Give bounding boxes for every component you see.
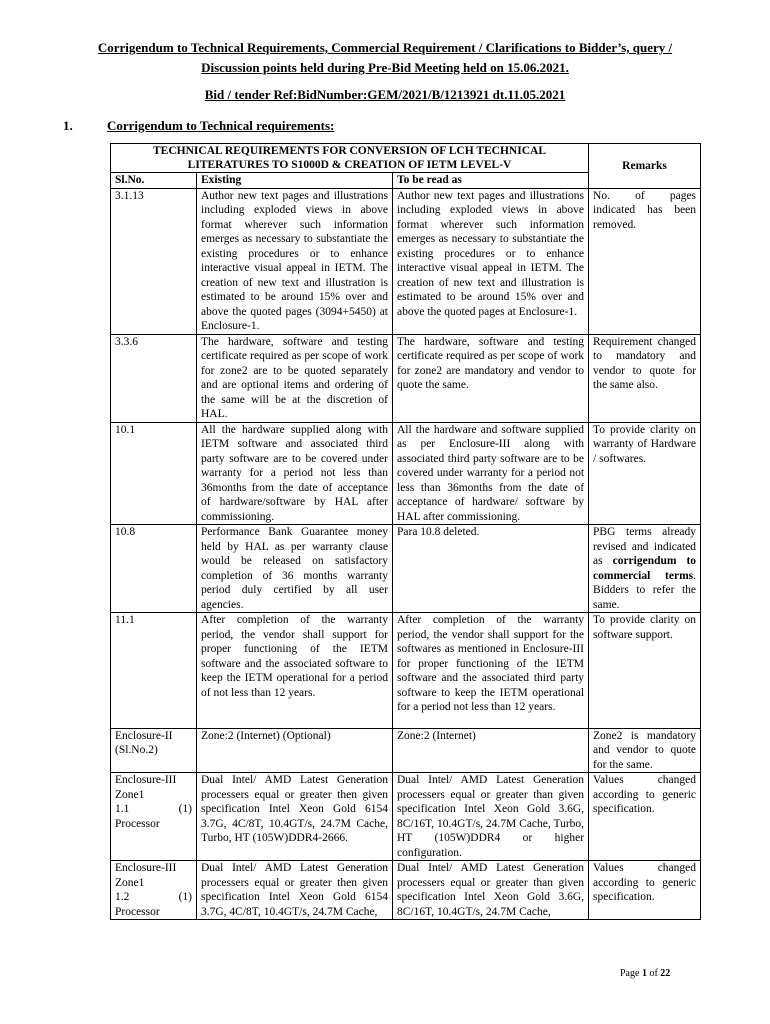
read-as-header: To be read as [393,173,589,189]
row-existing: Dual Intel/ AMD Latest Generation processers equal or greater then given specification Intel Xeon Gold 6154 3.7G, 4C/8T, 10.4GT/s, 24.7M Cache, [197,861,393,920]
slno-subitem: (1) [178,803,192,815]
bid-reference: Bid / tender Ref:BidNumber:GEM/2021/B/1213921 dt.11.05.2021 [204,87,566,102]
row-remarks [589,525,701,613]
page-label: Page [620,968,640,979]
table-heading [111,144,589,173]
row-remarks: To provide clarity on software support. [589,613,701,729]
requirements-table [110,143,701,920]
slno-header: Sl.No. [111,173,197,189]
table-row [111,728,701,773]
row-remarks: Zone2 is mandatory and vendor to quote for the same. [589,728,701,773]
row-slno [111,728,197,773]
row-read-as: Zone:2 (Internet) [393,728,589,773]
row-existing: Performance Bank Guarantee money held by HAL as per warranty clause would be released on satisfactory completion of 36 months warranty period duly certified by all user agencies. [197,525,393,613]
row-remarks: Values changed according to generic specification. [589,773,701,861]
remarks-text: PBG terms already revised and indicated as [593,526,697,567]
slno-item: 1.2 [115,891,130,903]
title-line-1: Corrigendum to Technical Requirements, Commercial Requirement / Clarifications to Bidder’s, query / [97,40,673,55]
row-read-as: After completion of the warranty period, the vendor shall support for the softwares as mentioned in Enclosure-III for proper functioning of the IETM software and the associated third party software to keep the IETM operational for a period not less than 12 years. [393,613,589,729]
row-read-as: All the hardware and software supplied as per Enclosure-III along with associated third party software are to be covered under warranty for a period not less than 36months from the date of acceptance of hardware/ software by HAL after commissioning. [393,422,589,525]
slno-line: Enclosure-II [115,729,173,742]
row-remarks: To provide clarity on warranty of Hardware / softwares. [589,422,701,525]
row-read-as: Author new text pages and illustrations including exploded views in above format wherever such information emerges as necessary to substantiate the existing procedures or to enhance interactive visual appeal in IETM. The creation of new text and illustration is estimated to be around 15% over and above the quoted pages at Enclosure-1. [393,188,589,334]
table-row [111,188,701,334]
row-slno: 10.1 [111,422,197,525]
row-slno: 3.1.13 [111,188,197,334]
remarks-bold-text: corrigendum to commercial terms [593,555,697,582]
section-title: Corrigendum to Technical requirements: [107,118,335,133]
row-slno: 11.1 [111,613,197,729]
row-read-as: Dual Intel/ AMD Latest Generation processers equal or greater than given specification Intel Xeon Gold 3.6G, 8C/16T, 10.4GT/s, 24.7M Cache, [393,861,589,920]
row-slno [111,773,197,861]
slno-line: Enclosure-III [115,774,177,786]
table-heading-line-1: TECHNICAL REQUIREMENTS FOR CONVERSION OF LCH TECHNICAL [153,145,546,157]
row-remarks: No. of pages indicated has been removed. [589,188,701,334]
remarks-header: Remarks [589,144,701,189]
section-number: 1. [63,118,73,133]
slno-line [115,802,192,817]
slno-item: 1.1 [115,803,130,815]
table-row [111,613,701,729]
row-read-as: Dual Intel/ AMD Latest Generation processers equal or greater than given specification Intel Xeon Gold 3.6G, 8C/16T, 10.4GT/s, 24.7M Cache, Turbo, HT (105W)DDR4 or higher configuration. [393,773,589,861]
slno-line: (Sl.No.2) [115,744,158,756]
slno-line [115,890,192,905]
table-heading-line-2: LITERATURES TO S1000D & CREATION OF IETM LEVEL-V [187,159,512,171]
slno-line: Processor [115,905,160,918]
slno-line: Enclosure-III [115,862,177,874]
existing-header: Existing [197,173,393,189]
slno-subitem: (1) [178,891,192,903]
page-current: 1 [641,968,647,979]
page-number [620,968,670,979]
page-of: of [649,968,658,979]
document-title [60,38,710,78]
page-total: 22 [660,968,671,979]
row-existing: Dual Intel/ AMD Latest Generation processers equal or greater then given specification Intel Xeon Gold 6154 3.7G, 4C/8T, 10.4GT/s, 24.7M Cache, Turbo, HT (105W)DDR4-2666. [197,773,393,861]
table-heading-row [111,144,701,173]
row-slno: 3.3.6 [111,334,197,422]
slno-line: Zone1 [115,788,145,801]
row-existing: Author new text pages and illustrations including exploded views in above format wherever such information emerges as necessary to substantiate the existing procedures or to enhance interactive visual appeal in IETM. The creation of new text and illustration is estimated to be around 15% over and above the quoted pages (3094+5450) at Enclosure-1. [197,188,393,334]
row-existing: Zone:2 (Internet) (Optional) [197,728,393,773]
slno-line: Processor [115,817,160,830]
remarks-text-end: . Bidders to refer the same. [593,569,697,611]
row-existing: All the hardware supplied along with IETM software and associated third party software are to be covered under warranty for a period not less than 36months from the date of acceptance of hardware/software by HAL after commissioning. [197,422,393,525]
row-remarks: Requirement changed to mandatory and vendor to quote for the same also. [589,334,701,422]
row-read-as: The hardware, software and testing certificate required as per scope of work for zone2 are mandatory and vendor to quote the same. [393,334,589,422]
title-line-2: Discussion points held during Pre-Bid Meeting held on 15.06.2021. [201,60,569,75]
table-row [111,525,701,613]
table-row [111,861,701,920]
table-row [111,773,701,861]
row-slno [111,861,197,920]
slno-line: Zone1 [115,876,145,889]
table-row [111,422,701,525]
row-existing: After completion of the warranty period, the vendor shall support for proper functioning of the IETM software and the associated software to keep the IETM operational for a period of not less than 12 years. [197,613,393,729]
row-slno: 10.8 [111,525,197,613]
table-row [111,334,701,422]
row-read-as: Para 10.8 deleted. [393,525,589,613]
row-remarks: Values changed according to generic specification. [589,861,701,920]
row-existing: The hardware, software and testing certificate required as per scope of work for zone2 are to be quoted separately and are optional items and ordering of the same will be at the discretion of HAL. [197,334,393,422]
